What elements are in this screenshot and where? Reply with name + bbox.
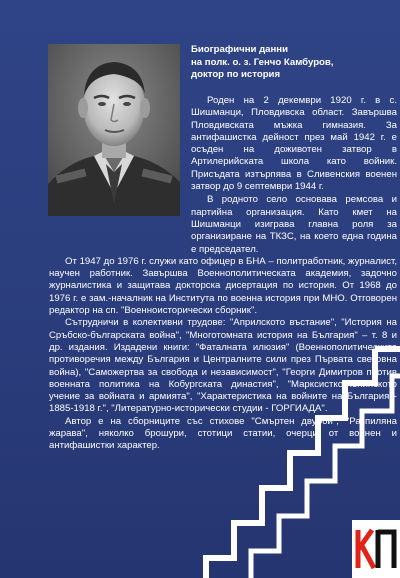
- heading-line-2: на полк. о. з. Генчо Камбуров,: [191, 56, 334, 68]
- biography-text: [49, 95, 397, 453]
- paragraph-birth: Роден на 2 декември 1920 г. в с. Шишманци, Пловдивска област. Завършва Пловдивската мъжка гимназия. За антифашистка дейност през май 1942 г. е осъден на доживотен затвор в Артилерийската школа като войник. Присъдата изтърпява в Сливенския военен затвор до 9 септември 1944 г.: [191, 95, 397, 193]
- paragraph-career: От 1947 до 1976 г. служи като офицер в БНА – политработник, журналист, научен работник. Завършва Военнополитическата академия, задочно журналистика и защитава докторска дисертация по история. От 1968 до 1976 г. е зам.-началник на Института по военна история при МНО. Отговорен редактор на сп. "Военноисторически сборник".: [49, 255, 397, 317]
- paragraph-works: Сътрудничи в колективни трудове: "Априлското въстание", "История на Сръбско-българската война", "Многотомната история на България" – т. 8 и др. издания. Издадени книги: "Фаталната илюзия" (Военнополитическите противоречия между България и Централните сили през Първата световна война), "Саможертва за свобода и независимост", "Георги Димитров против военната политика на Кобургската династия", "Марксистко-ленинското учение за войната и армията", "Характеристика на войните на България - 1885-1918 г.", "Литературно-исторически студии - ГОРГИАДА".: [49, 317, 397, 415]
- heading-line-1: Биографични данни: [191, 44, 288, 55]
- biography-heading: [191, 44, 396, 82]
- paragraph-village: В родното село основава ремсова и партийна организация. Като кмет на Шишманци изиграва главна роля за организиране на ТКЗС, на което една година е председател.: [191, 194, 397, 255]
- publisher-logo-icon: [352, 520, 400, 578]
- publisher-logo: [352, 520, 400, 578]
- paragraph-poetry: Автор е на сборниците със стихове "Смъртен двубой", "Разпиляна жарава", няколко брошури, стотици статии, очерци от военен и антифашистки характер.: [49, 415, 397, 452]
- heading-line-3: доктор по история: [191, 69, 281, 80]
